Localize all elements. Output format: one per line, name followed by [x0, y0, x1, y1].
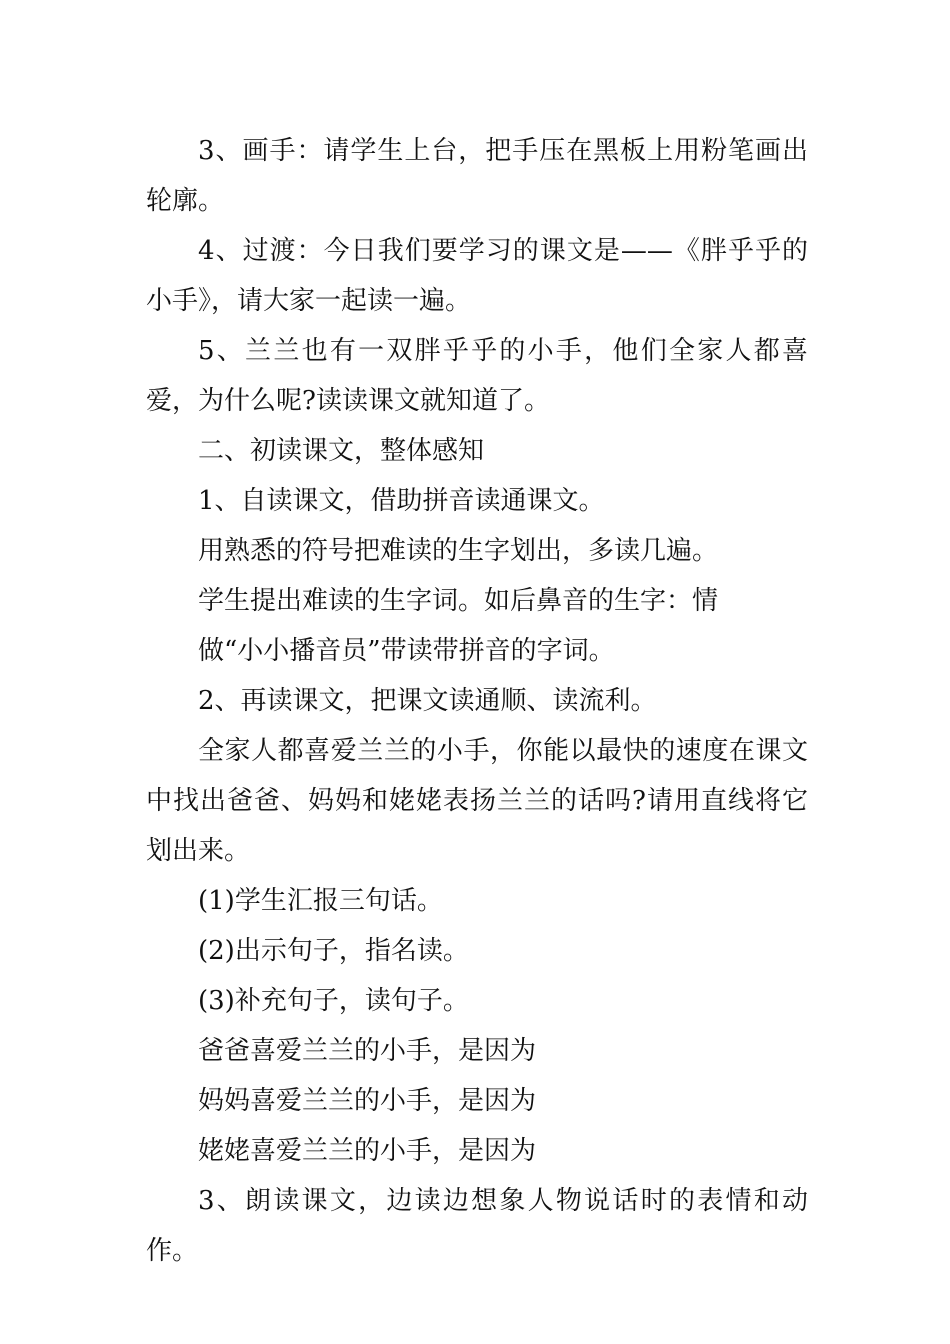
- paragraph-little-announcer: 做“小小播音员”带读带拼音的字词。: [198, 636, 615, 666]
- paragraph-step-5-lanlan: 5、兰兰也有一双胖乎乎的小手，他们全家人都喜爱，为什么呢?读读课文就知道了。: [146, 336, 808, 416]
- paragraph-sub-1: (1)学生汇报三句话。: [198, 886, 443, 916]
- paragraph-mark-hard-words: 用熟悉的符号把难读的生字划出，多读几遍。: [198, 536, 719, 566]
- document-body: [146, 126, 808, 1276]
- paragraph-dad-sentence: 爸爸喜爱兰兰的小手，是因为: [198, 1036, 537, 1066]
- paragraph-self-read: 1、自读课文，借助拼音读通课文。: [198, 486, 605, 516]
- paragraph-step-4-transition: 4、过渡：今日我们要学习的课文是——《胖乎乎的小手》，请大家一起读一遍。: [146, 236, 808, 316]
- paragraph-students-raise-words: 学生提出难读的生字词。如后鼻音的生字：情: [198, 586, 719, 616]
- paragraph-read-aloud: 3、朗读课文，边读边想象人物说话时的表情和动作。: [146, 1186, 808, 1266]
- paragraph-sub-2: (2)出示句子，指名读。: [198, 936, 469, 966]
- paragraph-sub-3: (3)补充句子，读句子。: [198, 986, 469, 1016]
- paragraph-mom-sentence: 妈妈喜爱兰兰的小手，是因为: [198, 1086, 537, 1116]
- paragraph-step-3-draw-hand: 3、画手：请学生上台，把手压在黑板上用粉笔画出轮廓。: [146, 136, 808, 216]
- paragraph-grandma-sentence: 姥姥喜爱兰兰的小手，是因为: [198, 1136, 537, 1166]
- paragraph-reread: 2、再读课文，把课文读通顺、读流利。: [198, 686, 657, 716]
- section-heading-first-reading: 二、初读课文，整体感知: [198, 436, 485, 466]
- paragraph-find-praise: 全家人都喜爱兰兰的小手，你能以最快的速度在课文中找出爸爸、妈妈和姥姥表扬兰兰的话吗?请用直线将它划出来。: [146, 736, 808, 866]
